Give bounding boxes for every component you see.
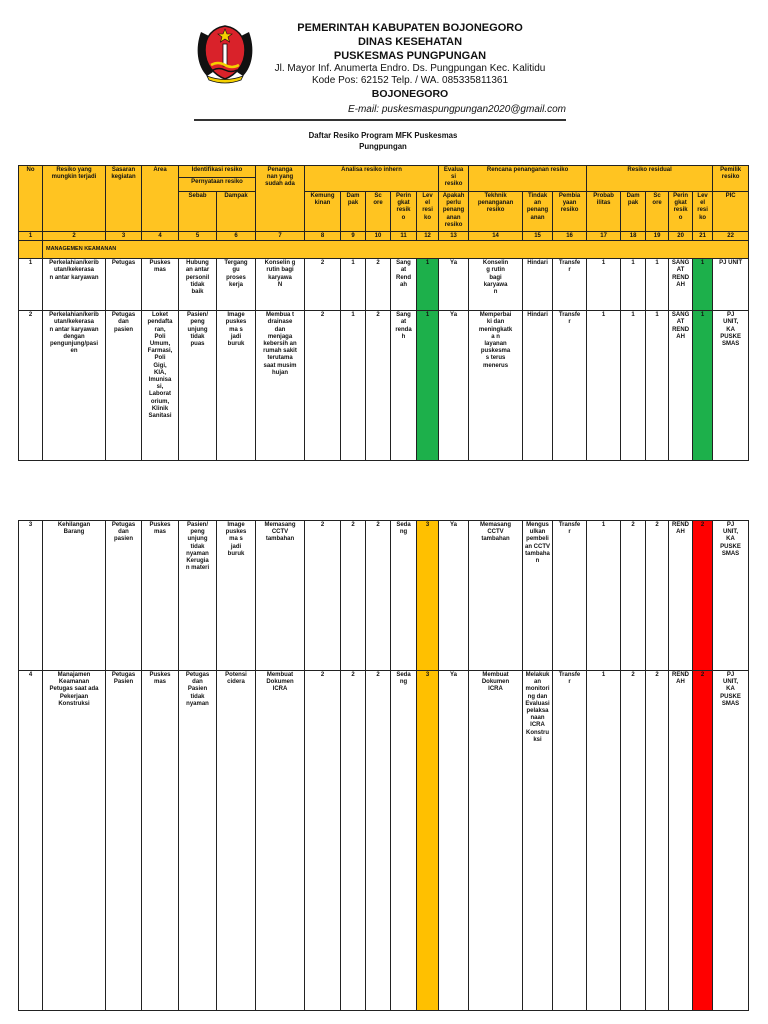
cell-skor-res: 2 bbox=[646, 671, 669, 1011]
cell-skor: 2 bbox=[366, 311, 391, 461]
column-number-cell: 15 bbox=[523, 232, 553, 241]
cell-area: Puskes mas bbox=[142, 521, 179, 671]
cell-no: 4 bbox=[19, 671, 43, 1011]
column-number-cell: 1 bbox=[19, 232, 43, 241]
cell-peringkat-res: REND AH bbox=[669, 521, 693, 671]
cell-peringkat-res: SANG AT REND AH bbox=[669, 259, 693, 311]
cell-pembiayaan: Transfe r bbox=[553, 521, 587, 671]
header-risk-owner: Pemilik resiko bbox=[713, 166, 749, 192]
cell-dampak-inh: 2 bbox=[341, 521, 366, 671]
cell-level: 3 bbox=[417, 521, 439, 671]
cell-dampak-res: 1 bbox=[621, 259, 646, 311]
cell-pic: PJ UNIT, KA PUSKE SMAS bbox=[713, 521, 749, 671]
cell-sasaran: Petugas dan pasien bbox=[106, 521, 142, 671]
header-likelihood: Kemung kinan bbox=[305, 192, 341, 232]
cell-pembiayaan: Transfe r bbox=[553, 311, 587, 461]
column-number-cell: 16 bbox=[553, 232, 587, 241]
cell-no: 2 bbox=[19, 311, 43, 461]
header-inherent-impact: Dam pak bbox=[341, 192, 366, 232]
header-treatment-action: Tindak an penang anan bbox=[523, 192, 553, 232]
cell-evaluasi: Ya bbox=[439, 311, 469, 461]
header-inherent-level: Lev el resi ko bbox=[417, 192, 439, 232]
cell-area: Puskes mas bbox=[142, 671, 179, 1011]
cell-skor-res: 2 bbox=[646, 521, 669, 671]
header-risk-financing: Pembia yaan resiko bbox=[553, 192, 587, 232]
cell-resiko: Perkelahian/kerib utan/kekerasa n antar karyawan bbox=[43, 259, 106, 311]
header-residual-risk: Resiko residual bbox=[587, 166, 713, 192]
bojonegoro-emblem-logo bbox=[193, 20, 257, 86]
column-number-cell: 9 bbox=[341, 232, 366, 241]
column-number-cell: 19 bbox=[646, 232, 669, 241]
header-no: No bbox=[19, 166, 43, 232]
cell-pic: PJ UNIT, KA PUSKE SMAS bbox=[713, 311, 749, 461]
column-number-cell: 8 bbox=[305, 232, 341, 241]
letterhead-email: E-mail: puskesmaspungpungan2020@gmail.com bbox=[347, 104, 566, 115]
cell-level: 3 bbox=[417, 671, 439, 1011]
cell-peringkat-res: SANG AT REND AH bbox=[669, 311, 693, 461]
cell-dampak-inh: 1 bbox=[341, 311, 366, 461]
cell-resiko: Manajamen Keamanan Petugas saat ada Pekerjaan Konstruksi bbox=[43, 671, 106, 1011]
header-area: Area bbox=[142, 166, 179, 232]
column-number-cell: 3 bbox=[106, 232, 142, 241]
cell-teknik: Memperbai ki dan meningkatk a n layanan puskesma s terus menerus bbox=[469, 311, 523, 461]
header-risk: Resiko yang mungkin terjadi bbox=[43, 166, 106, 232]
risk-register-table-part-1 bbox=[18, 165, 749, 461]
header-inherent-score: Sc ore bbox=[366, 192, 391, 232]
section-row bbox=[19, 241, 749, 259]
cell-kemungkinan: 2 bbox=[305, 259, 341, 311]
cell-tindakan: Mengus ulkan pembeli an CCTV tambaha n bbox=[523, 521, 553, 671]
risk-register-table-part-2 bbox=[18, 520, 749, 1011]
cell-sebab: Pasien/ peng unjung tidak nyaman Kerugia n materi bbox=[179, 521, 217, 671]
cell-resiko: Kehilangan Barang bbox=[43, 521, 106, 671]
cell-pembiayaan: Transfe r bbox=[553, 671, 587, 1011]
cell-sasaran: Petugas dan pasien bbox=[106, 311, 142, 461]
cell-pembiayaan: Transfe r bbox=[553, 259, 587, 311]
cell-peringkat: Sang at Rend ah bbox=[391, 259, 417, 311]
cell-area: Loket pendafta ran, Poli Umum, Farmasi, Poli Gigi, KIA, Imunisa si, Laborat orium, Klinik Sanitasi bbox=[142, 311, 179, 461]
cell-pic: PJ UNIT bbox=[713, 259, 749, 311]
cell-kemungkinan: 2 bbox=[305, 671, 341, 1011]
cell-probabilitas: 1 bbox=[587, 259, 621, 311]
document-title: Daftar Resiko Program MFK Puskesmas bbox=[308, 131, 458, 140]
cell-resiko: Perkelahian/kerib utan/kekerasa n antar karyawan dengan pengunjung/pasi en bbox=[43, 311, 106, 461]
column-number-cell: 7 bbox=[256, 232, 305, 241]
cell-pic: PJ UNIT, KA PUSKE SMAS bbox=[713, 671, 749, 1011]
header-residual-score: Sc ore bbox=[646, 192, 669, 232]
letterhead-divider bbox=[194, 119, 566, 121]
letterhead-institution: PUSKESMAS PUNGPUNGAN bbox=[333, 50, 487, 62]
cell-area: Puskes mas bbox=[142, 259, 179, 311]
cell-skor: 2 bbox=[366, 259, 391, 311]
column-number-cell: 13 bbox=[439, 232, 469, 241]
cell-sebab: Pasien/ peng unjung tidak puas bbox=[179, 311, 217, 461]
cell-teknik: Konselin g rutin bagi karyawa n bbox=[469, 259, 523, 311]
cell-sasaran: Petugas bbox=[106, 259, 142, 311]
cell-level-res: 1 bbox=[693, 259, 713, 311]
cell-dampak-res: 1 bbox=[621, 311, 646, 461]
column-number-cell: 22 bbox=[713, 232, 749, 241]
risk-row bbox=[19, 521, 749, 671]
cell-dampak: Image puskes ma s jadi buruk bbox=[217, 311, 256, 461]
cell-sebab: Hubung an antar personil tidak baik bbox=[179, 259, 217, 311]
column-number-cell: 21 bbox=[693, 232, 713, 241]
cell-peringkat: Sang at renda h bbox=[391, 311, 417, 461]
letterhead-address: Jl. Mayor Inf. Anumerta Endro. Ds. Pungpungan Kec. Kalitidu bbox=[274, 63, 546, 74]
cell-probabilitas: 1 bbox=[587, 671, 621, 1011]
section-title: MANAGEMEN KEAMANAN bbox=[43, 241, 749, 259]
cell-level-res: 1 bbox=[693, 311, 713, 461]
cell-no: 3 bbox=[19, 521, 43, 671]
cell-penanganan: Konselin g rutin bagi karyawa N bbox=[256, 259, 305, 311]
header-cause: Sebab bbox=[179, 192, 217, 232]
letterhead-city: BOJONEGORO bbox=[371, 88, 449, 100]
column-number-cell: 2 bbox=[43, 232, 106, 241]
column-number-cell: 5 bbox=[179, 232, 217, 241]
column-number-cell: 17 bbox=[587, 232, 621, 241]
header-target: Sasaran kegiatan bbox=[106, 166, 142, 232]
cell-level: 1 bbox=[417, 259, 439, 311]
cell-tindakan: Melakuk an monitori ng dan Evaluasi pelaksa naan ICRA Konstru ksi bbox=[523, 671, 553, 1011]
cell-skor: 2 bbox=[366, 521, 391, 671]
cell-dampak: Tergang gu proses kerja bbox=[217, 259, 256, 311]
cell-peringkat: Seda ng bbox=[391, 671, 417, 1011]
cell-kemungkinan: 2 bbox=[305, 311, 341, 461]
header-treatment-technique: Tekhnik penanganan resiko bbox=[469, 192, 523, 232]
cell-level-res: 2 bbox=[693, 671, 713, 1011]
column-number-cell: 11 bbox=[391, 232, 417, 241]
cell-skor-res: 1 bbox=[646, 259, 669, 311]
cell-skor: 2 bbox=[366, 671, 391, 1011]
cell-no: 1 bbox=[19, 259, 43, 311]
risk-row bbox=[19, 671, 749, 1011]
column-number-cell: 20 bbox=[669, 232, 693, 241]
header-inherent-rank: Perin gkat resik o bbox=[391, 192, 417, 232]
cell-teknik: Memasang CCTV tambahan bbox=[469, 521, 523, 671]
cell-evaluasi: Ya bbox=[439, 259, 469, 311]
document-subtitle: Pungpungan bbox=[359, 142, 407, 151]
header-residual-rank: Perin gkat resik o bbox=[669, 192, 693, 232]
cell-probabilitas: 1 bbox=[587, 521, 621, 671]
column-number-cell: 6 bbox=[217, 232, 256, 241]
column-number-cell: 12 bbox=[417, 232, 439, 241]
header-pic: PIC bbox=[713, 192, 749, 232]
letterhead-postal-phone: Kode Pos: 62152 Telp. / WA. 085335811361 bbox=[311, 75, 509, 86]
column-number-cell: 14 bbox=[469, 232, 523, 241]
column-number-cell: 18 bbox=[621, 232, 646, 241]
cell-penanganan: Membuat Dokumen ICRA bbox=[256, 671, 305, 1011]
header-probability: Probab ilitas bbox=[587, 192, 621, 232]
cell-evaluasi: Ya bbox=[439, 671, 469, 1011]
cell-penanganan: Membua t drainase dan menjaga kebersih an rumah sakit terutama saat musim hujan bbox=[256, 311, 305, 461]
cell-peringkat: Seda ng bbox=[391, 521, 417, 671]
cell-level: 1 bbox=[417, 311, 439, 461]
cell-peringkat-res: REND AH bbox=[669, 671, 693, 1011]
cell-kemungkinan: 2 bbox=[305, 521, 341, 671]
cell-dampak-inh: 1 bbox=[341, 259, 366, 311]
cell-tindakan: Hindari bbox=[523, 259, 553, 311]
letterhead-department: DINAS KESEHATAN bbox=[357, 36, 463, 48]
risk-row bbox=[19, 259, 749, 311]
cell-evaluasi: Ya bbox=[439, 521, 469, 671]
header-existing-handling: Penanga nan yang sudah ada bbox=[256, 166, 305, 232]
cell-skor-res: 1 bbox=[646, 311, 669, 461]
cell-probabilitas: 1 bbox=[587, 311, 621, 461]
column-number-row bbox=[19, 232, 749, 241]
header-needs-treatment: Apakah perlu penang anan resiko bbox=[439, 192, 469, 232]
cell-dampak: Image puskes ma s jadi buruk bbox=[217, 521, 256, 671]
header-risk-identification: Identifikasi resiko bbox=[179, 166, 256, 178]
header-impact: Dampak bbox=[217, 192, 256, 232]
cell-tindakan: Hindari bbox=[523, 311, 553, 461]
header-evaluation: Evalua si resiko bbox=[439, 166, 469, 192]
column-number-cell: 4 bbox=[142, 232, 179, 241]
risk-row bbox=[19, 311, 749, 461]
cell-penanganan: Memasang CCTV tambahan bbox=[256, 521, 305, 671]
header-treatment-plan: Rencana penanganan resiko bbox=[469, 166, 587, 192]
cell-dampak-inh: 2 bbox=[341, 671, 366, 1011]
header-risk-statement: Pernyataan resiko bbox=[179, 178, 256, 192]
header-inherent-analysis: Analisa resiko inhern bbox=[305, 166, 439, 192]
cell-sebab: Petugas dan Pasien tidak nyaman bbox=[179, 671, 217, 1011]
cell-level-res: 2 bbox=[693, 521, 713, 671]
cell-dampak-res: 2 bbox=[621, 521, 646, 671]
header-residual-level: Lev el resi ko bbox=[693, 192, 713, 232]
cell-sasaran: Petugas Pasien bbox=[106, 671, 142, 1011]
cell-dampak-res: 2 bbox=[621, 671, 646, 1011]
column-number-cell: 10 bbox=[366, 232, 391, 241]
header-residual-impact: Dam pak bbox=[621, 192, 646, 232]
cell-dampak: Potensi cidera bbox=[217, 671, 256, 1011]
section-spacer-cell bbox=[19, 241, 43, 259]
cell-teknik: Membuat Dokumen ICRA bbox=[469, 671, 523, 1011]
letterhead-government: PEMERINTAH KABUPATEN BOJONEGORO bbox=[297, 22, 523, 34]
